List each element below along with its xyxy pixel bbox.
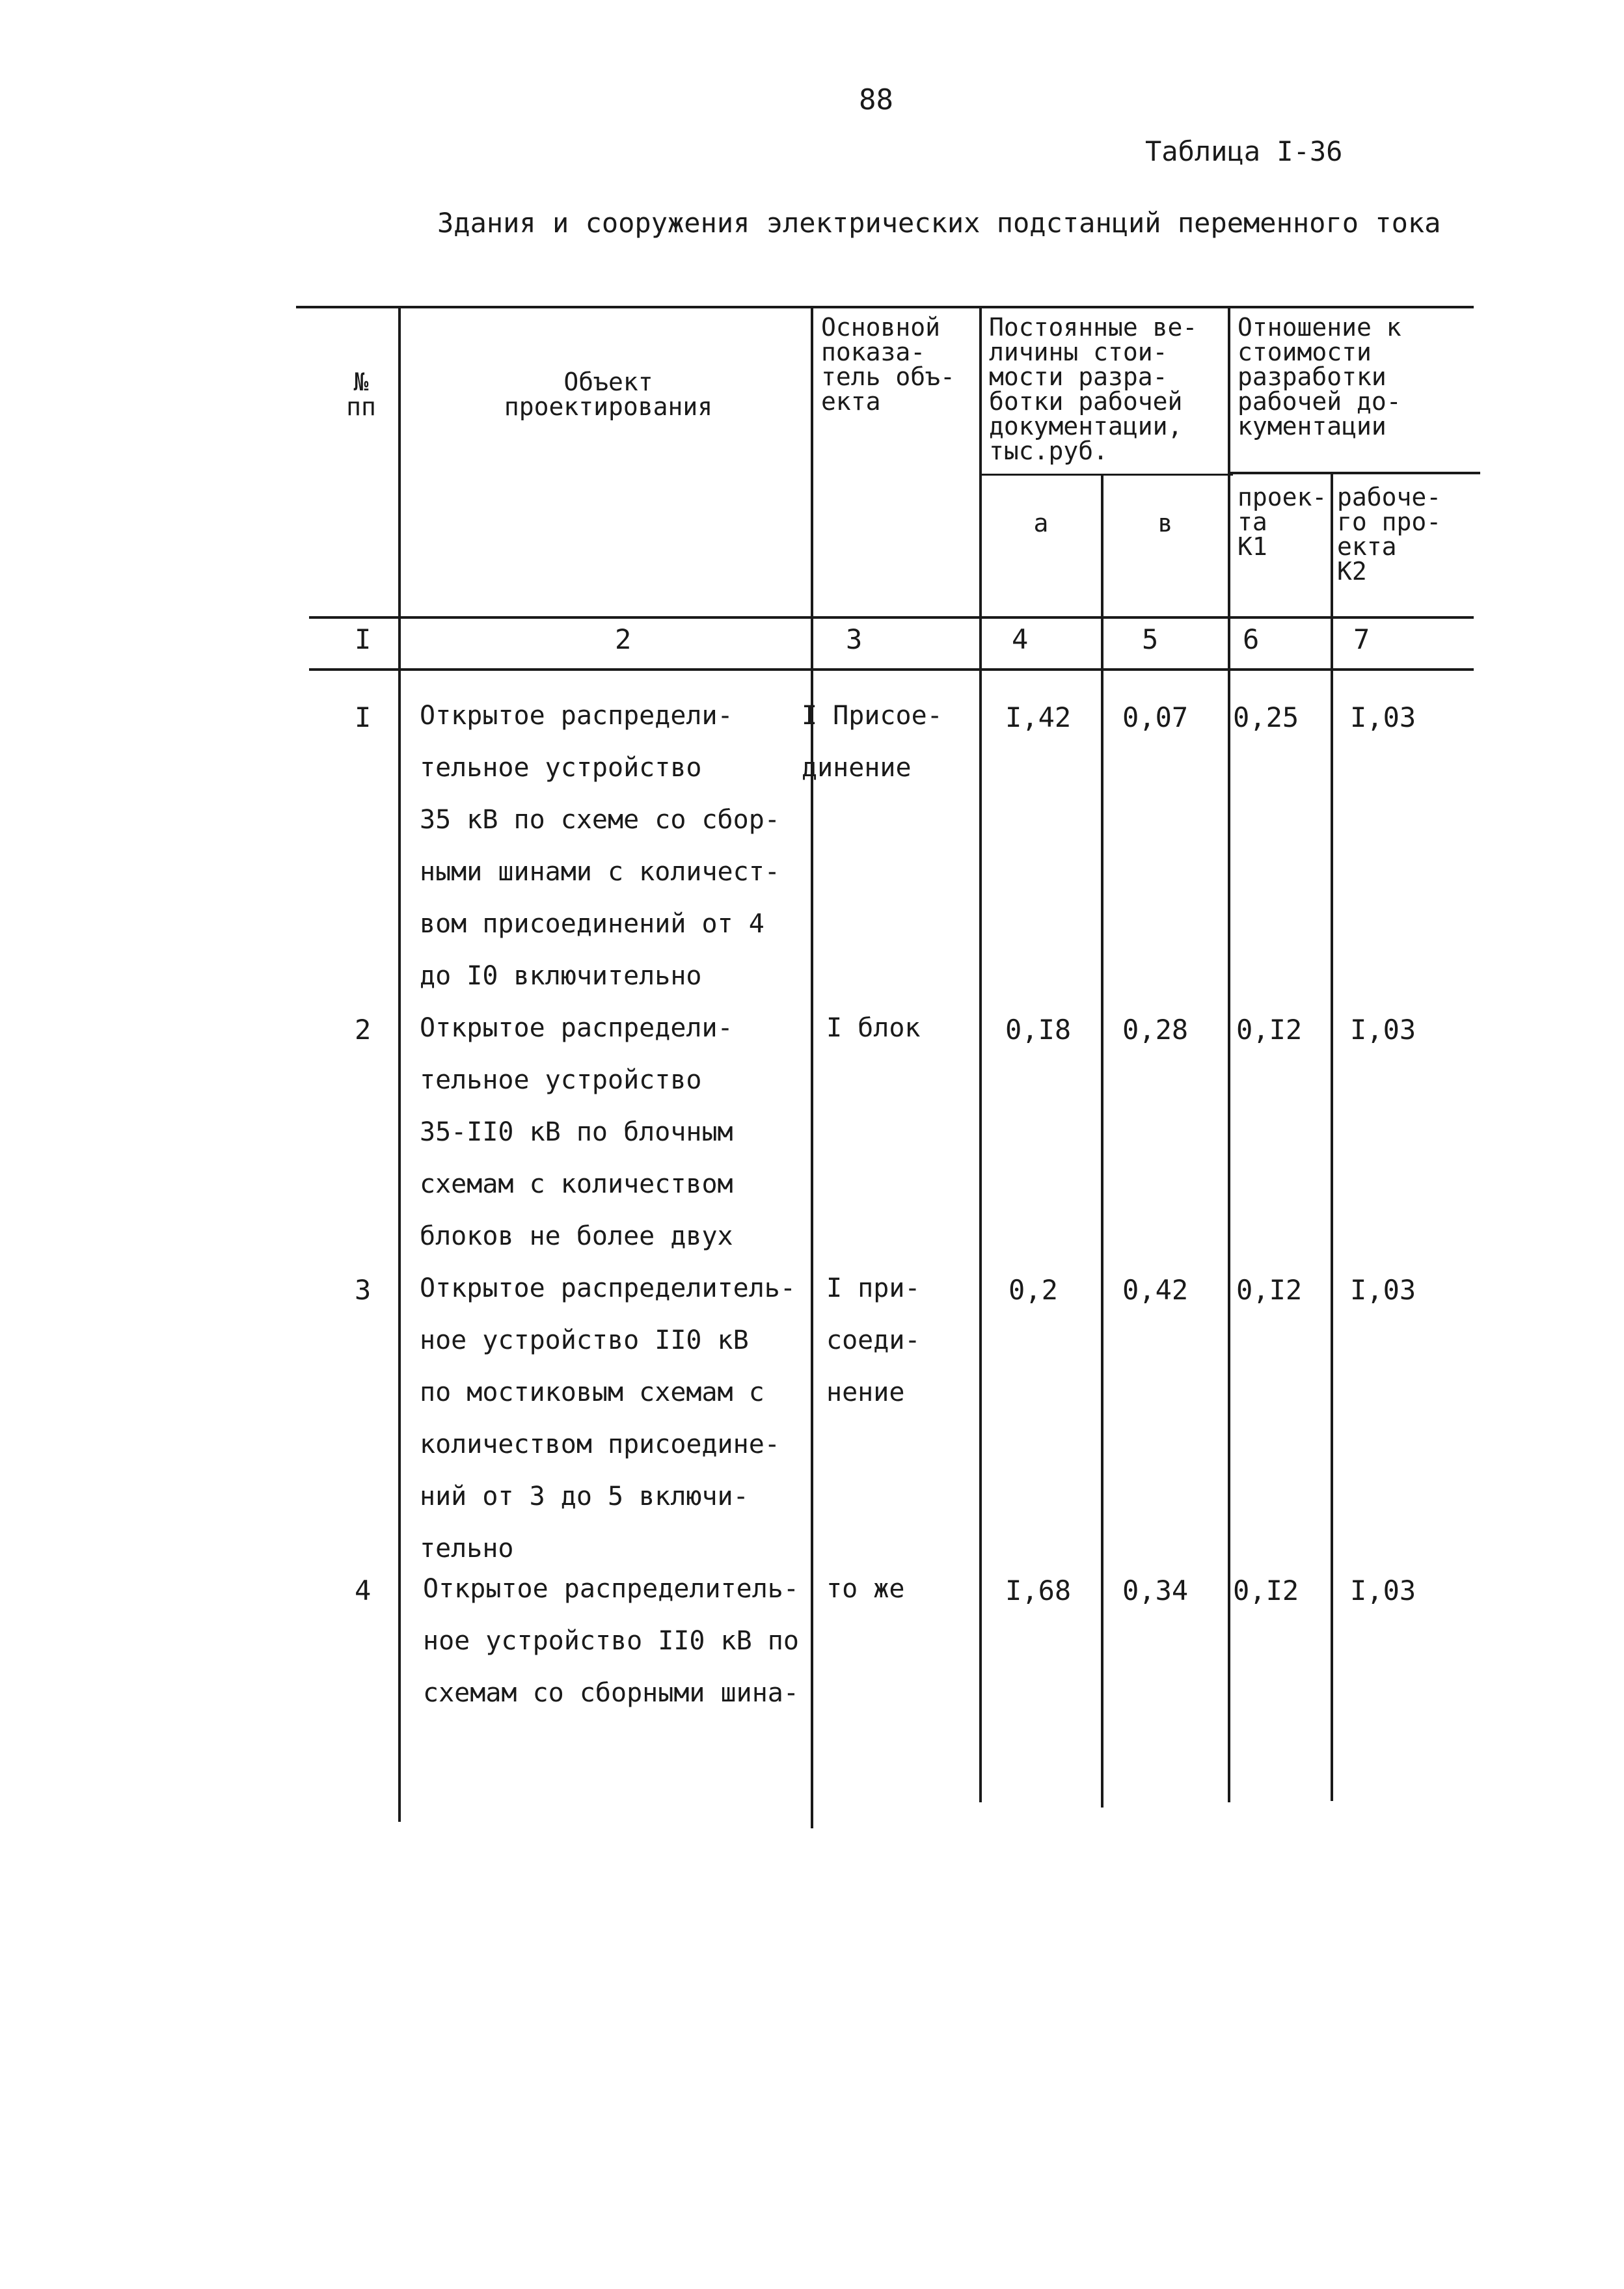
row-number: 3 xyxy=(355,1274,372,1306)
row-indicator: I при- соеди- нение xyxy=(826,1273,921,1407)
row-number: 2 xyxy=(355,1014,372,1046)
header-number: № пп xyxy=(346,368,376,421)
col-divider-4 xyxy=(1101,474,1103,1808)
col-number-1: I xyxy=(355,623,372,655)
col-divider-1 xyxy=(398,306,401,1822)
row-value-b: 0,42 xyxy=(1122,1274,1189,1306)
row-value-k2: I,03 xyxy=(1350,1014,1416,1046)
row-indicator: I Присое- динение xyxy=(802,701,943,783)
row-value-b: 0,28 xyxy=(1122,1014,1189,1046)
row-value-b: 0,34 xyxy=(1122,1575,1189,1606)
col-number-3: 3 xyxy=(846,623,863,655)
row-value-k1: 0,I2 xyxy=(1236,1014,1303,1046)
col-number-5: 5 xyxy=(1142,623,1159,655)
row-value-k1: 0,I2 xyxy=(1233,1575,1299,1606)
header-k1: проек- та К1 xyxy=(1238,483,1327,561)
header-subrule-ab xyxy=(979,474,1233,476)
row-value-a: I,42 xyxy=(1005,701,1072,733)
row-value-a: 0,I8 xyxy=(1005,1014,1072,1046)
header-object: Объект проектирования xyxy=(504,368,713,421)
table-title: Здания и сооружения электрических подстанций переменного тока xyxy=(437,207,1441,239)
row-value-k2: I,03 xyxy=(1350,1274,1416,1306)
row-value-a: I,68 xyxy=(1005,1575,1072,1606)
page-number: 88 xyxy=(859,83,893,116)
row-indicator: то же xyxy=(826,1574,905,1604)
header-k2: рабоче- го про- екта К2 xyxy=(1337,483,1442,586)
col-divider-3 xyxy=(979,306,982,1802)
col-divider-6 xyxy=(1331,474,1333,1801)
col-number-6: 6 xyxy=(1243,623,1260,655)
row-number: I xyxy=(355,701,372,733)
table-label: Таблица I-36 xyxy=(1145,135,1343,167)
header-a: а xyxy=(1033,509,1049,537)
row-object: Открытое распределитель- ное устройство II0 кВ по мостиковым схемам с количеством присоедине- ний от 3 до 5 включи- тельно xyxy=(420,1273,796,1564)
col-divider-5 xyxy=(1228,306,1230,1802)
header-ratio: Отношение к стоимости разработки рабочей до- кументации xyxy=(1238,313,1401,440)
row-number: 4 xyxy=(355,1575,372,1606)
row-value-b: 0,07 xyxy=(1122,701,1189,733)
numbers-bottom-rule xyxy=(309,668,1474,671)
row-value-k1: 0,I2 xyxy=(1236,1274,1303,1306)
col-number-7: 7 xyxy=(1353,623,1370,655)
row-value-k2: I,03 xyxy=(1350,1575,1416,1606)
row-object: Открытое распределитель- ное устройство II0 кВ по схемам со сборными шина- xyxy=(423,1574,799,1708)
row-value-a: 0,2 xyxy=(1008,1274,1058,1306)
header-constant-values: Постоянные ве- личины стои- мости разра- ботки рабочей документации, тыс.руб. xyxy=(989,313,1198,465)
header-indicator: Основной показа- тель объ- екта xyxy=(821,313,955,416)
row-object: Открытое распредели- тельное устройство 35-II0 кВ по блочным схемам с количеством блоков не более двух xyxy=(420,1013,733,1251)
header-subrule-k xyxy=(1230,472,1480,474)
row-indicator: I блок xyxy=(826,1013,921,1043)
header-bottom-rule xyxy=(309,616,1474,619)
row-object: Открытое распредели- тельное устройство 35 кВ по схеме со сбор- ными шинами с количест- вом присоединений от 4 до I0 включительно xyxy=(420,701,780,991)
header-b: в xyxy=(1157,509,1173,537)
table-top-rule xyxy=(296,306,1474,308)
row-value-k2: I,03 xyxy=(1350,701,1416,733)
col-number-4: 4 xyxy=(1012,623,1029,655)
row-value-k1: 0,25 xyxy=(1233,701,1299,733)
col-number-2: 2 xyxy=(615,623,632,655)
